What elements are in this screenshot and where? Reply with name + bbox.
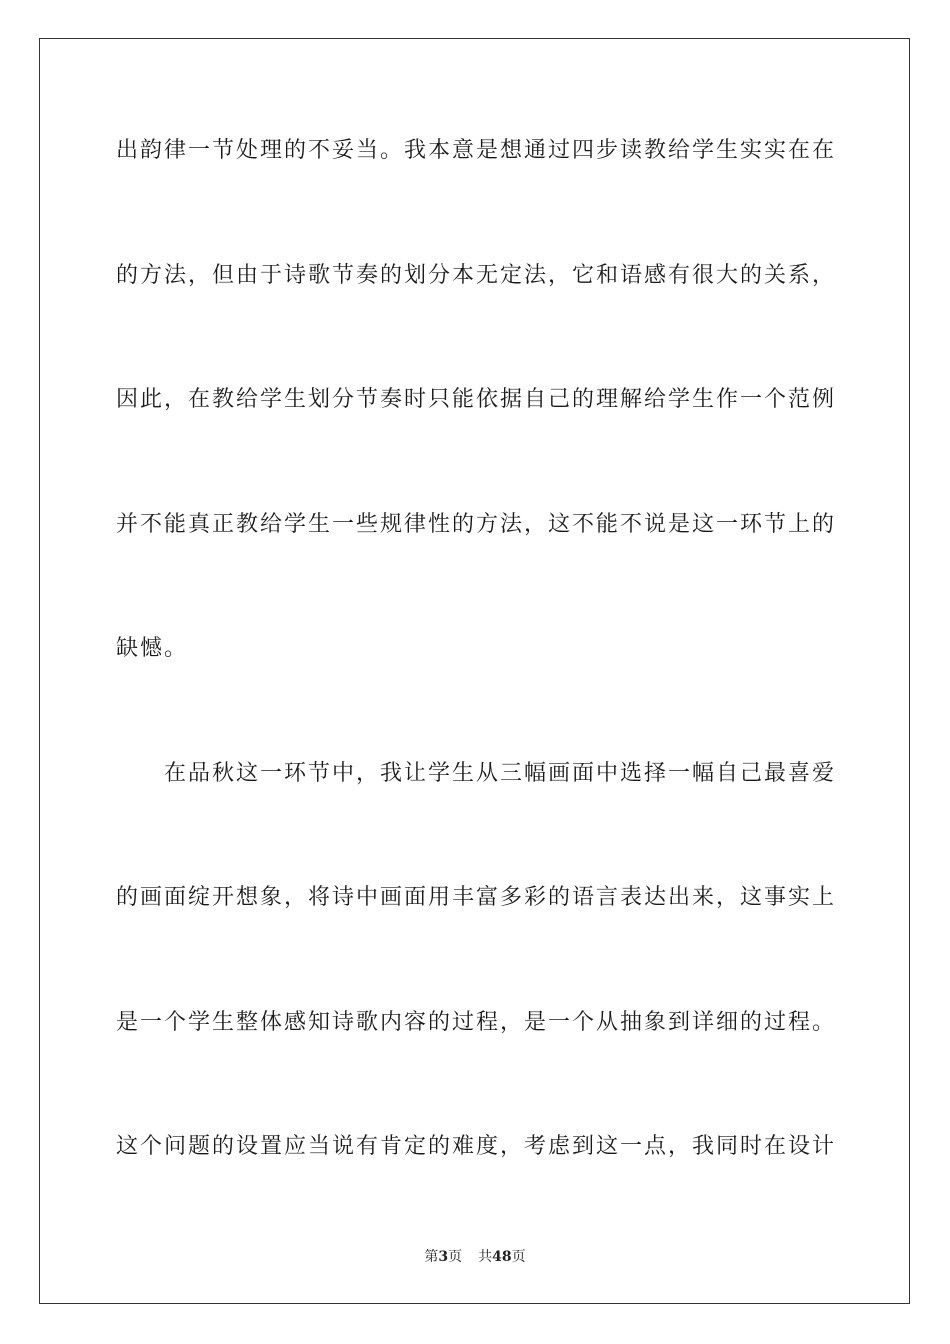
body-text-line: 这个问题的设置应当说有肯定的难度，考虑到这一点，我同时在设计 [116,1134,837,1159]
body-text-line: 因此，在教给学生划分节奏时只能依据自己的理解给学生作一个范例 [116,387,837,412]
total-suffix: 页 [511,1249,526,1265]
page-border [39,38,910,1304]
body-text-line: 是一个学生整体感知诗歌内容的过程，是一个从抽象到详细的过程。 [116,1010,837,1035]
body-text-line: 出韵律一节处理的不妥当。我本意是想通过四步读教给学生实实在在 [116,138,837,163]
total-prefix: 共 [478,1249,493,1265]
page-suffix: 页 [448,1249,463,1265]
paragraph-first-line: 在品秋这一环节中，我让学生从三幅画面中选择一幅自己最喜爱 [164,761,837,786]
body-text-line: 并不能真正教给学生一些规律性的方法，这不能不说是这一环节上的 [116,512,837,537]
page-prefix: 第 [424,1249,439,1265]
body-text-line: 的画面绽开想象，将诗中画面用丰富多彩的语言表达出来，这事实上 [116,885,837,910]
page-number: 3 [438,1249,449,1265]
page-footer [0,1248,950,1266]
body-text-line: 缺憾。 [116,636,189,661]
total-pages: 48 [492,1249,512,1265]
body-text-line: 的方法，但由于诗歌节奏的划分本无定法，它和语感有很大的关系， [116,263,837,288]
